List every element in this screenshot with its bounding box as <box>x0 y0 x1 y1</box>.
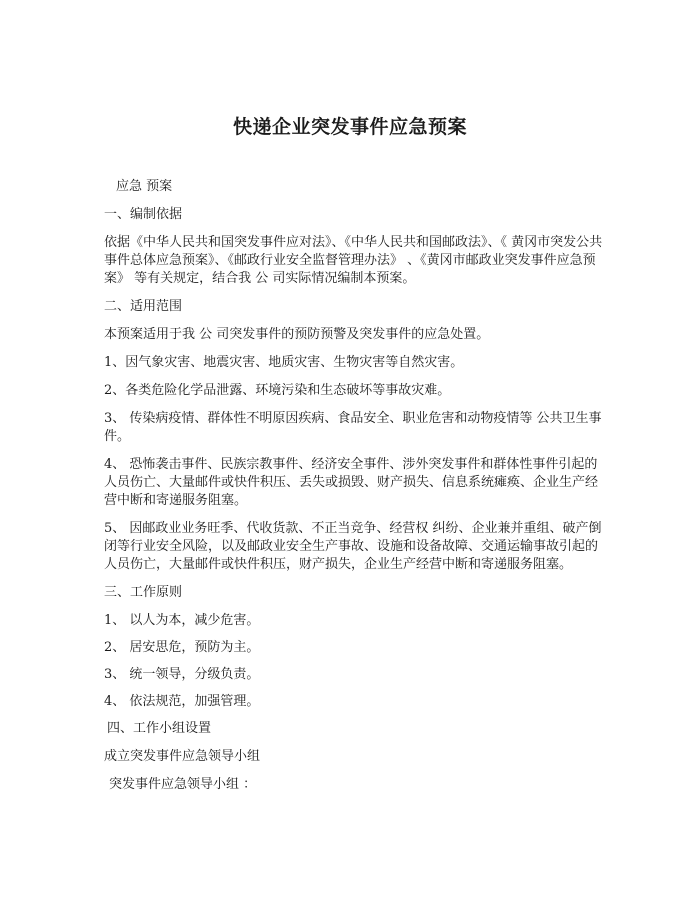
list-item-principle-4: 4、 依法规范，加强管理。 <box>104 694 260 709</box>
list-item-principle-2: 2、 居安思危，预防为主。 <box>104 640 260 655</box>
paragraph-basis: 依据《中华人民共和国突发事件应对法》、《中华人民共和国邮政法》、《 黄冈市突发公共事件总体应急预案》、《邮政行业安全监督管理办法》 、《黄冈市邮政业突发事件应急预案》 等有关规定，结合我 公 司实际情况编制本预案。 <box>104 235 603 286</box>
document-title: 快递企业突发事件应急预案 <box>232 116 467 138</box>
list-item-scope-3: 3、 传染病疫情、群体性不明原因疾病、食品安全、职业危害和动物疫情等 公共卫生事件。 <box>104 411 602 444</box>
section-heading-basis: 一、编制依据 <box>104 207 183 222</box>
list-item-scope-5: 5、 因邮政业业务旺季、代收货款、不正当竞争、经营权 纠纷、企业兼并重组、破产倒闭等行业安全风险，以及邮政业安全生产事故、设施和设备故障、交通运输事故引起的人员伤亡，大量邮件或快件积压，财产损失，企业生产经营中断和寄递服务阻塞。 <box>104 521 602 572</box>
list-item-principle-3: 3、 统一领导，分级负责。 <box>104 667 260 682</box>
list-item-scope-4: 4、 恐怖袭击事件、民族宗教事件、经济安全事件、涉外突发事件和群体性事件引起的人员伤亡、大量邮件或快件积压、丢失或损毁、财产损失、信息系统瘫痪、企业生产经营中断和寄递服务阻塞。 <box>104 457 599 508</box>
paragraph-scope: 本预案适用于我 公 司突发事件的预防预警及突发事件的应急处置。 <box>104 327 490 342</box>
section-heading-group: 四、工作小组设置 <box>107 721 212 736</box>
paragraph-group-leaders: 突发事件应急领导小组 ： <box>109 777 257 792</box>
list-item-principle-1: 1、 以人为本，减少危害。 <box>104 613 260 628</box>
document-body <box>104 178 604 804</box>
paragraph-subtitle: 应急 预案 <box>116 179 173 194</box>
list-item-scope-1: 1、因气象灾害、地震灾害、地质灾害、生物灾害等自然灾害。 <box>104 355 464 370</box>
section-heading-principles: 三、工作原则 <box>104 585 183 600</box>
list-item-scope-2: 2、各类危险化学品泄露、环境污染和生态破坏等事故灾难。 <box>104 383 451 398</box>
paragraph-group-setup: 成立突发事件应急领导小组 <box>104 749 261 764</box>
section-heading-scope: 二、适用范围 <box>104 299 183 314</box>
